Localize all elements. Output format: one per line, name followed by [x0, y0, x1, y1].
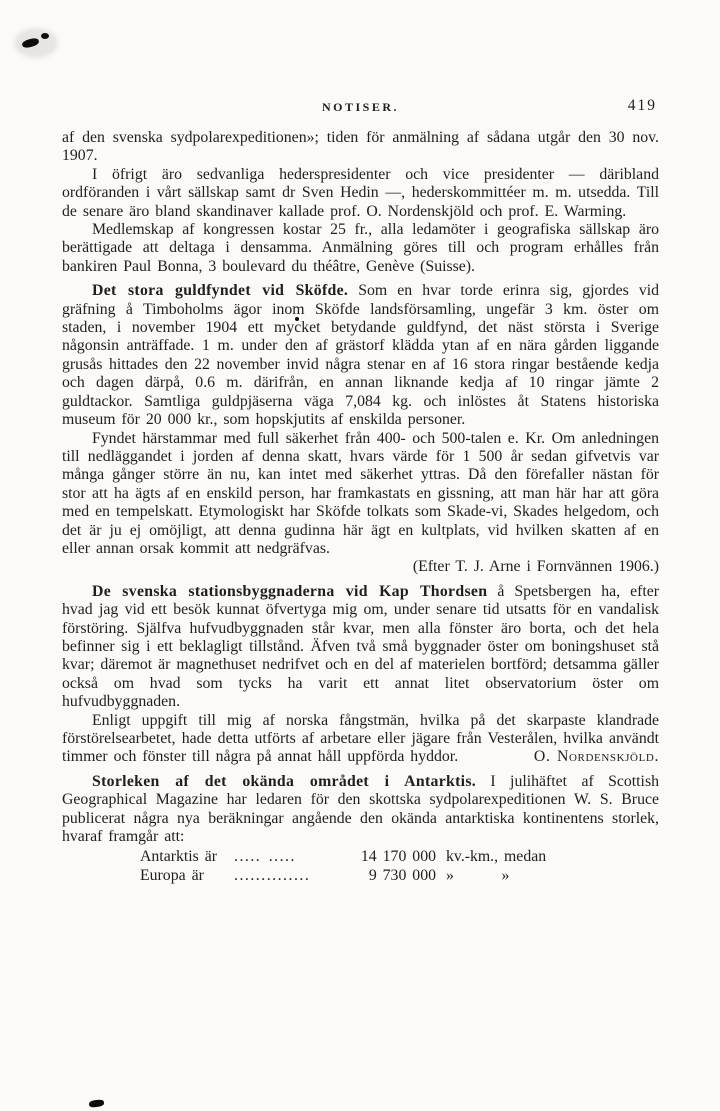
para-kap-thordsen-body: å Spetsbergen ha, efter hvad jag vid ett besök kunnat öfvertyga mig om, under senare tid utsatts för en vandalisk förstöring. Själfva hufvudbyggnaden står kvar, men alla fönster äro borta, och det hela befinner sig i ett beklagligt tillstånd. Äfven två små byggnader öster om boningshuset stå kvar; däremot är magnethuset nedrifvet och en del af materielen bortförd; detsamma gäller också om hvad som tycks ha varit ett annat litet observatorium öster om hufvudbyggnaden. — [62, 582, 660, 711]
ink-mark — [89, 1099, 105, 1108]
page-number: 419 — [627, 97, 657, 114]
para-gold-find-heading: Det stora guldfyndet vid Sköfde. — [92, 282, 349, 300]
running-title: NOTISER. — [321, 100, 400, 114]
text-block — [62, 129, 659, 885]
stat-value: 14 170 000 — [360, 848, 436, 866]
author-signature: O. Nordenskjöld. — [533, 748, 659, 766]
area-statistics — [62, 848, 659, 885]
dot-leader: .............. — [234, 866, 311, 884]
stat-line-europa — [140, 867, 659, 885]
para-norwegian-report-body: Enligt uppgift till mig af norska fångstmän, hvilka på det skarpaste klandrade förstörelsearbetet, hade detta utförts af arbetare eller jägare från Vesterålen, hvilka användt timmer och fönster till några på annat håll uppförda hyddor. — [62, 711, 659, 766]
para-antarctic-size — [62, 773, 659, 847]
attribution-line: (Efter T. J. Arne i Fornvännen 1906.) — [412, 558, 659, 576]
stat-unit: » » — [446, 866, 510, 884]
para-gold-find-body: Som en hvar torde erinra sig, gjordes vid gräfning å Timboholms ägor inom Sköfde landsförsamling, ungefär 3 km. öster om staden, i november 1904 ett mycket betydande guldfynd, det näst största i Sverige någonsin anträffade. 1 m. under den af grästorf klädda ytan af en nära gården liggande grusås hittades den 22 november invid några stenar en af 16 stora ringar bestående kedja och dagen därpå, 0.6 m. därifrån, en annan liknande kedja af 10 ringar jämte 2 guldtackor. Samtliga guldpjäserna väga 7,084 kg. och inlöstes åt Statens historiska museum för 20 000 kr., som hopskjutits af enskilda personer. — [62, 282, 660, 429]
stat-line-antarktis — [140, 848, 659, 866]
para-gold-find — [62, 282, 659, 429]
para-kap-thordsen — [62, 583, 659, 712]
dot-leader: ..... ..... — [234, 848, 296, 866]
para-gold-origin: Fyndet härstammar med full säkerhet från 400- och 500-talen e. Kr. Om anledningen till nedläggandet i jorden af denna skatt, hvars värde för 1 500 år sedan gifvetvis var många gånger större än nu, kan intet med säkerhet yttras. Då den förefaller nästan för stor att ha ägts af en enskild person, har framkastats en gissning, att man här har att göra med en tempelskatt. Etymologiskt har Sköfde tolkats som Skade-vi, Skades helgedom, och det är ju ej omöjligt, att denna gudinna här ägt en kultplats, vid hvilken skatten af en eller annan orsak kommit att nedgräfvas. — [62, 429, 659, 557]
para-antarctic-size-body: I julihäftet af Scottish Geographical Magazine har ledaren för den skottska sydpolarexpeditionen W. S. Bruce publicerat några nya beräkningar angående den okända antarktiska kontinentens storlek, hvaraf framgår att: — [62, 772, 659, 846]
ink-mark — [41, 33, 49, 39]
para-presidents: I öfrigt äro sedvanliga hederspresidenter och vice presidenter — däribland ordföranden i vårt sällskap samt dr Sven Hedin —, hederskommittéer m. m. utsedda. Till de senare äro bland skandinaver kallade prof. O. Nordenskjöld och prof. E. Warming. — [62, 165, 659, 220]
para-membership: Medlemskap af kongressen kostar 25 fr., alla ledamöter i geografiska sällskap äro berättigade att deltaga i densamma. Anmälning göres till och program erhålles från bankiren Paul Bonna, 3 boulevard du théâtre, Genève (Suisse). — [62, 221, 659, 275]
para-continuation: af den svenska sydpolarexpeditionen»; tiden för anmälning af sådana utgår den 30 nov. 1907. — [62, 129, 659, 165]
stat-label: Europa är — [140, 866, 204, 884]
stat-value: 9 730 000 — [368, 866, 436, 884]
stat-unit: kv.-km., medan — [446, 848, 547, 866]
stat-label: Antarktis är — [140, 848, 218, 866]
para-kap-thordsen-heading: De svenska stationsbyggnaderna vid Kap Thordsen — [92, 582, 488, 600]
page-header — [62, 97, 659, 119]
para-antarctic-size-heading: Storleken af det okända området i Antarktis. — [92, 772, 477, 790]
para-norwegian-report — [62, 712, 659, 767]
